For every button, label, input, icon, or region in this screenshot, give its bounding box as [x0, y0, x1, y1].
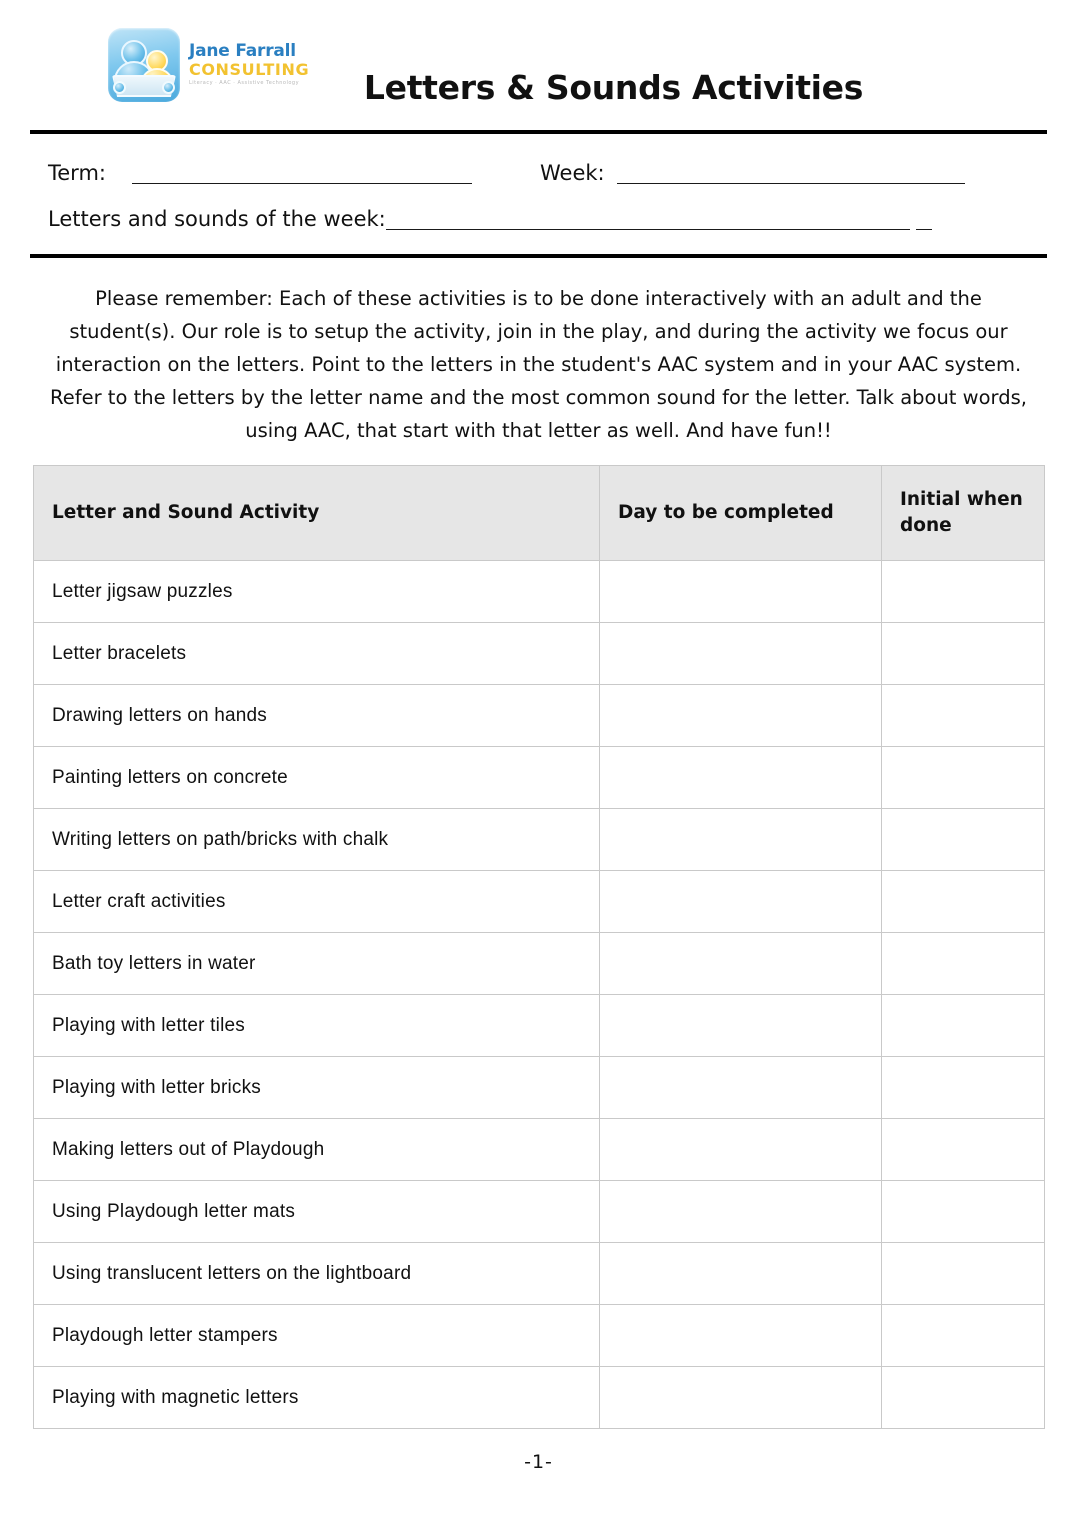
decorative-dot-right: [162, 81, 175, 94]
cell-initial-when-done[interactable]: [882, 1305, 1045, 1367]
term-input[interactable]: [132, 160, 472, 184]
term-label: Term:: [48, 161, 106, 185]
table-row: [34, 995, 1045, 1057]
letters-of-week-label: Letters and sounds of the week:: [48, 207, 386, 231]
cell-activity: Playing with letter bricks: [34, 1057, 600, 1119]
table-row: [34, 1243, 1045, 1305]
cell-day-to-be-completed[interactable]: [600, 809, 882, 871]
brand-tagline: Literacy · AAC · Assistive Technology: [189, 79, 300, 86]
cell-day-to-be-completed[interactable]: [600, 1367, 882, 1429]
two-people-at-desk-icon: [108, 28, 180, 102]
cell-initial-when-done[interactable]: [882, 809, 1045, 871]
week-input[interactable]: [617, 160, 965, 184]
cell-initial-when-done[interactable]: [882, 1119, 1045, 1181]
cell-activity: Letter jigsaw puzzles: [34, 561, 600, 623]
cell-day-to-be-completed[interactable]: [600, 747, 882, 809]
letters-of-week-input[interactable]: [386, 206, 910, 230]
table-row: [34, 1057, 1045, 1119]
cell-day-to-be-completed[interactable]: [600, 1181, 882, 1243]
table-row: [34, 623, 1045, 685]
table-row: [34, 933, 1045, 995]
form-row-letters: [33, 206, 1044, 230]
table-row: [34, 871, 1045, 933]
cell-activity: Bath toy letters in water: [34, 933, 600, 995]
column-header-initial: Initial when done: [882, 466, 1045, 561]
table-row: [34, 747, 1045, 809]
cell-initial-when-done[interactable]: [882, 871, 1045, 933]
table-row: [34, 561, 1045, 623]
cell-initial-when-done[interactable]: [882, 1181, 1045, 1243]
page-title: Letters & Sounds Activities: [363, 68, 864, 107]
document-header: [33, 0, 1044, 130]
cell-activity: Letter bracelets: [34, 623, 600, 685]
cell-activity: Letter craft activities: [34, 871, 600, 933]
table-header: [34, 466, 1045, 561]
cell-activity: Painting letters on concrete: [34, 747, 600, 809]
cell-initial-when-done[interactable]: [882, 1243, 1045, 1305]
cell-day-to-be-completed[interactable]: [600, 933, 882, 995]
cell-activity: Playdough letter stampers: [34, 1305, 600, 1367]
brand-name: Jane Farrall: [189, 40, 296, 61]
cell-activity: Writing letters on path/bricks with chalk: [34, 809, 600, 871]
cell-initial-when-done[interactable]: [882, 747, 1045, 809]
cell-activity: Drawing letters on hands: [34, 685, 600, 747]
table-body: [34, 561, 1045, 1429]
page-footer: -1-: [524, 1451, 553, 1473]
cell-day-to-be-completed[interactable]: [600, 623, 882, 685]
column-header-day: Day to be completed: [600, 466, 882, 561]
cell-day-to-be-completed[interactable]: [600, 1243, 882, 1305]
decorative-dot-left: [113, 81, 126, 94]
intro-paragraph: [33, 258, 1044, 465]
cell-initial-when-done[interactable]: [882, 1367, 1045, 1429]
form-row-term-week: [33, 160, 1044, 184]
cell-day-to-be-completed[interactable]: [600, 561, 882, 623]
cell-day-to-be-completed[interactable]: [600, 995, 882, 1057]
cell-day-to-be-completed[interactable]: [600, 1057, 882, 1119]
cell-initial-when-done[interactable]: [882, 623, 1045, 685]
table-row: [34, 685, 1045, 747]
cell-initial-when-done[interactable]: [882, 561, 1045, 623]
intro-text: Please remember: Each of these activities is to be done interactively with an adult and the student(s). Our role is to setup the activity, join in the play, and during the activity we focus our interaction on the letters. Point to the letters in the student's AAC system and in your AAC system. Refer to the letters by the letter name and the most common sound for the letter. Talk about words, using AAC, that start with that letter as well. And have fun!!: [50, 287, 1027, 442]
cell-initial-when-done[interactable]: [882, 995, 1045, 1057]
cell-initial-when-done[interactable]: [882, 933, 1045, 995]
cell-activity: Using translucent letters on the lightboard: [34, 1243, 600, 1305]
cell-day-to-be-completed[interactable]: [600, 1119, 882, 1181]
table-row: [34, 1119, 1045, 1181]
cell-initial-when-done[interactable]: [882, 685, 1045, 747]
form-fields: [33, 134, 1044, 254]
column-header-activity: Letter and Sound Activity: [34, 466, 600, 561]
table-header-row: [34, 466, 1045, 561]
cell-day-to-be-completed[interactable]: [600, 685, 882, 747]
table-row: [34, 1367, 1045, 1429]
cell-activity: Playing with letter tiles: [34, 995, 600, 1057]
cell-activity: Using Playdough letter mats: [34, 1181, 600, 1243]
cell-initial-when-done[interactable]: [882, 1057, 1045, 1119]
week-label: Week:: [539, 161, 605, 185]
table-row: [34, 809, 1045, 871]
activities-table: [33, 465, 1045, 1429]
letters-of-week-input-tail: [916, 206, 932, 230]
cell-activity: Making letters out of Playdough: [34, 1119, 600, 1181]
table-row: [34, 1305, 1045, 1367]
cell-day-to-be-completed[interactable]: [600, 1305, 882, 1367]
cell-day-to-be-completed[interactable]: [600, 871, 882, 933]
brand-subtitle: CONSULTING: [189, 59, 310, 79]
table-row: [34, 1181, 1045, 1243]
cell-activity: Playing with magnetic letters: [34, 1367, 600, 1429]
